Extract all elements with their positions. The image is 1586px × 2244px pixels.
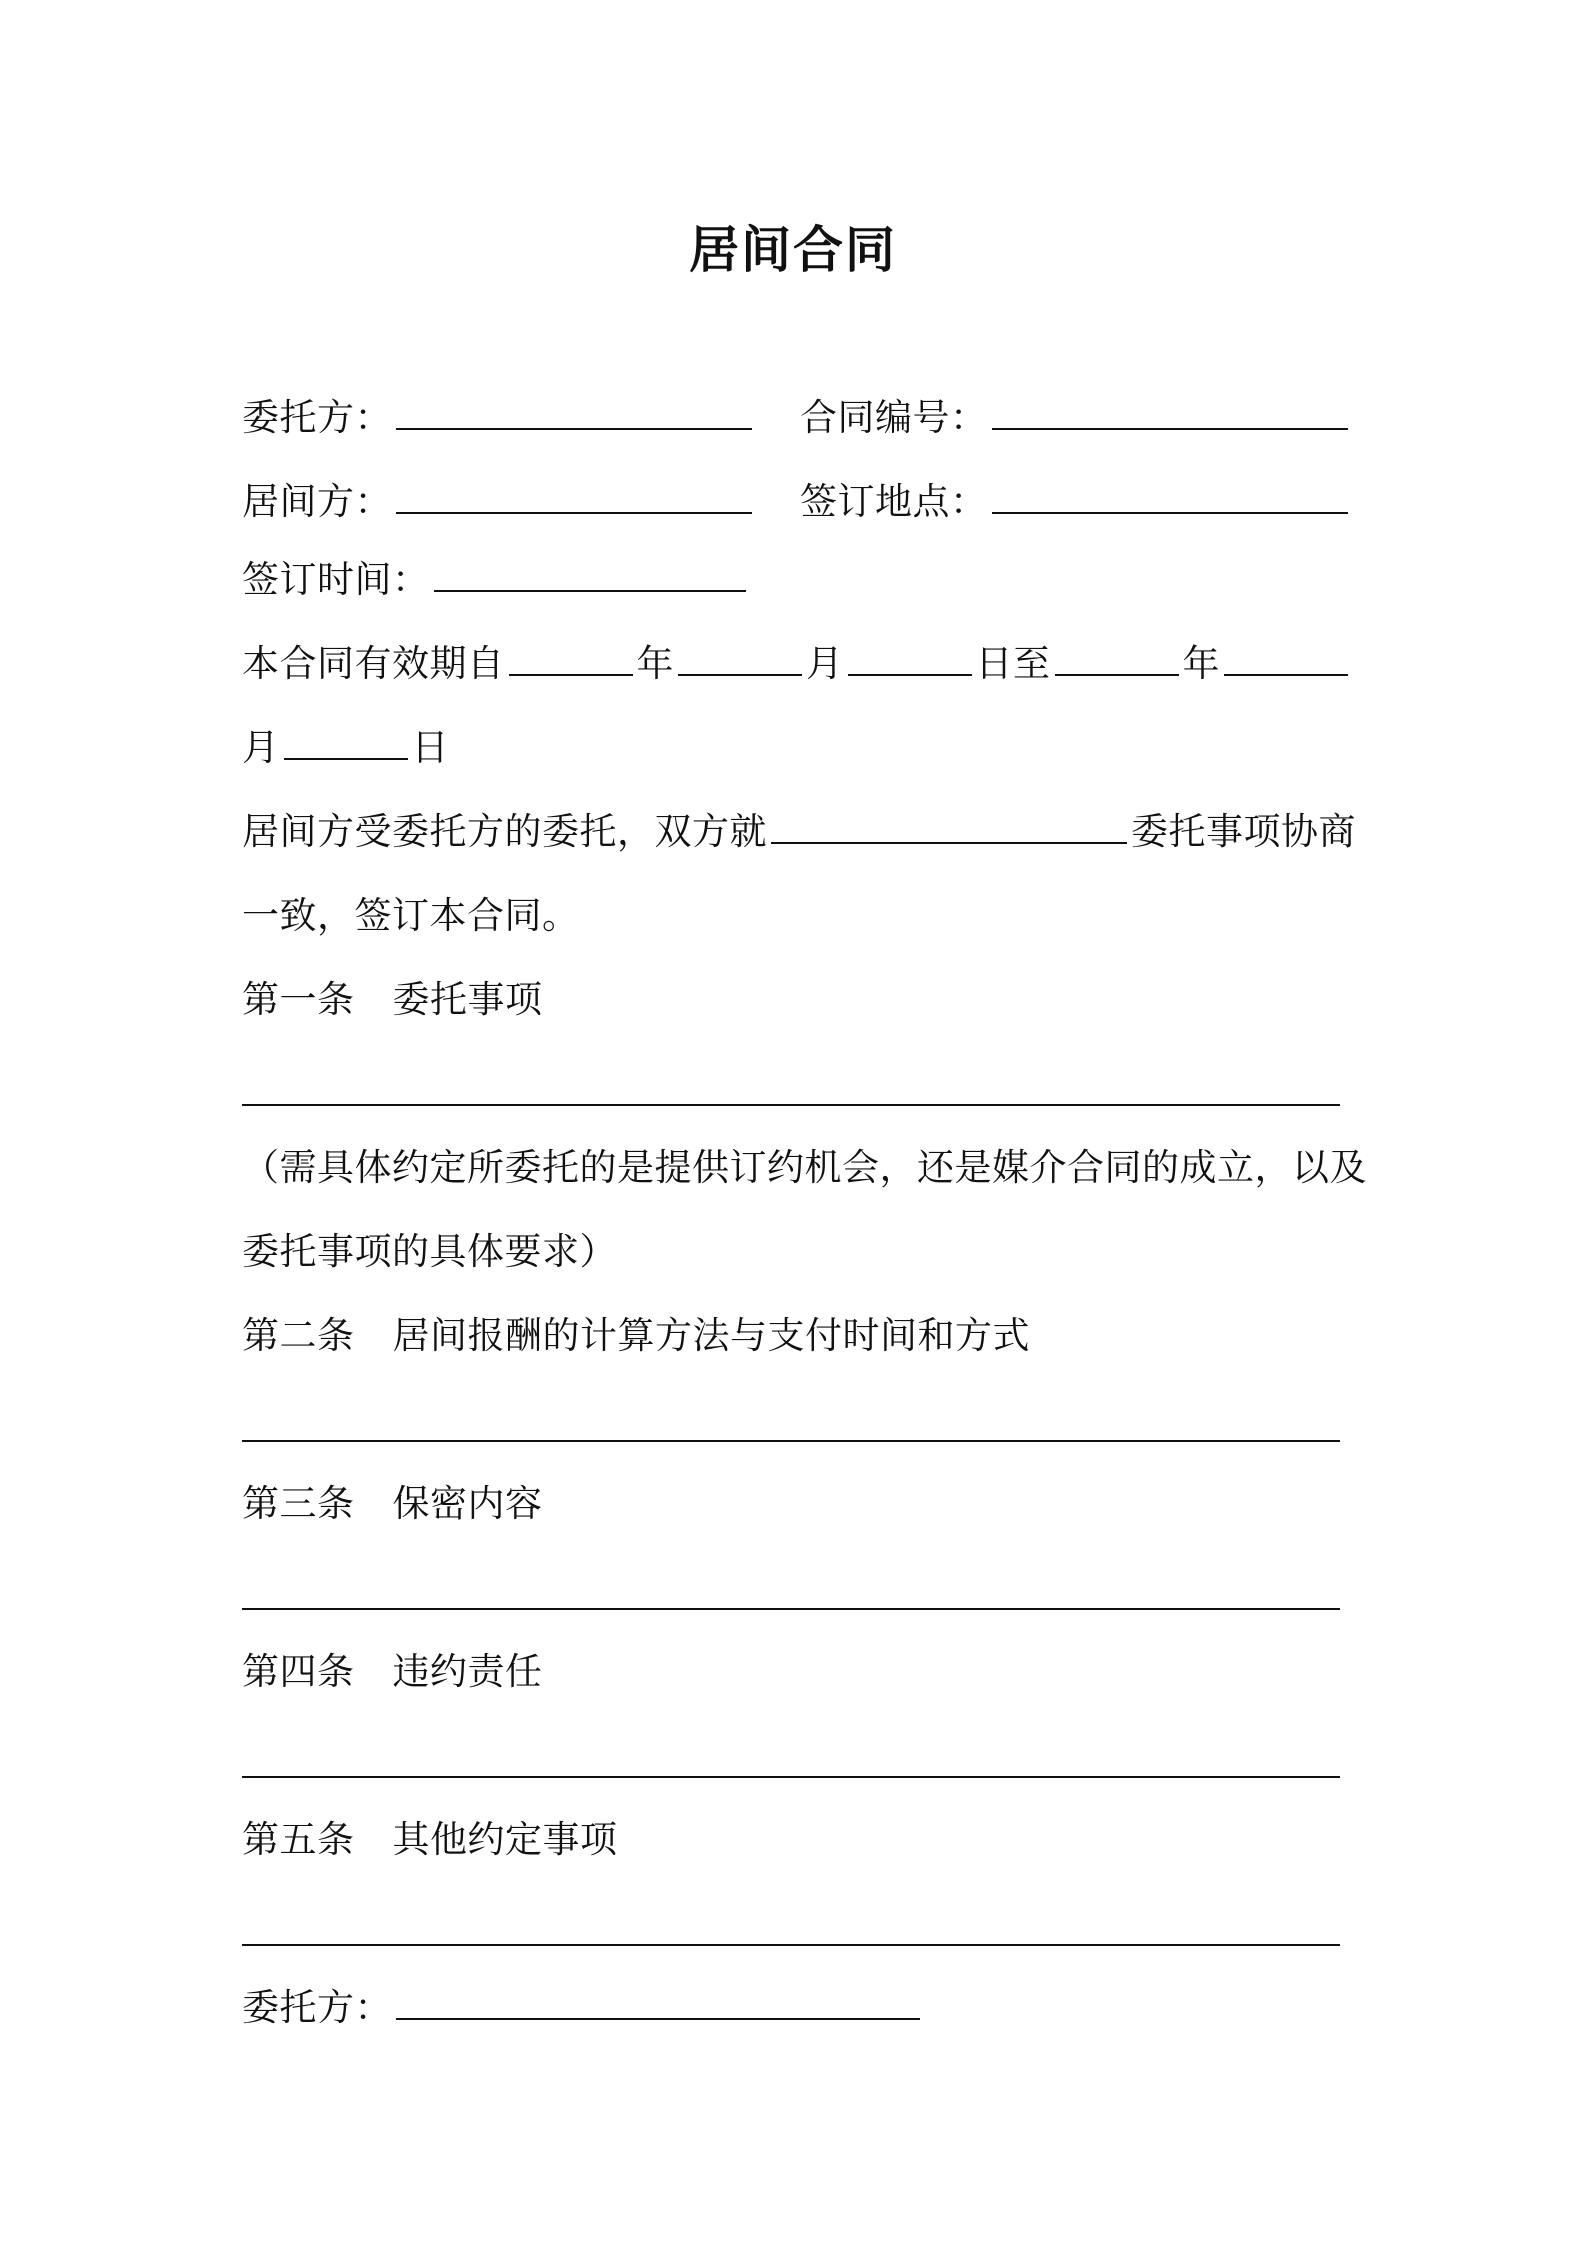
contract-number-field bbox=[800, 396, 1352, 440]
article-title: 居间报酬的计算方法与支付时间和方式 bbox=[392, 1314, 1030, 1357]
intro-part-2: 委托事项协商 bbox=[1131, 810, 1356, 853]
article-number: 第五条 bbox=[242, 1818, 355, 1861]
signing-place-blank[interactable] bbox=[992, 482, 1348, 514]
article-title: 保密内容 bbox=[392, 1482, 543, 1525]
validity-line-1 bbox=[242, 642, 1352, 686]
signature-client-label: 委托方： bbox=[242, 1986, 392, 2029]
signing-place-label: 签订地点： bbox=[800, 480, 988, 523]
intermediary-field bbox=[242, 480, 756, 524]
end-year-blank[interactable] bbox=[1055, 644, 1179, 676]
document-title: 居间合同 bbox=[689, 221, 897, 279]
article-number: 第二条 bbox=[242, 1314, 355, 1357]
end-day-blank[interactable] bbox=[284, 728, 408, 760]
intermediary-label: 居间方： bbox=[242, 480, 392, 523]
intermediary-blank[interactable] bbox=[396, 482, 752, 514]
signing-date-field bbox=[242, 558, 750, 602]
to-label: 至 bbox=[1013, 642, 1051, 685]
article-2-fill-line[interactable] bbox=[242, 1440, 1340, 1442]
month-label: 月 bbox=[806, 642, 844, 685]
article-3-fill-line[interactable] bbox=[242, 1608, 1340, 1610]
signing-date-label: 签订时间： bbox=[242, 558, 430, 601]
signature-client-field bbox=[242, 1986, 924, 2030]
signing-date-blank[interactable] bbox=[434, 560, 746, 592]
client-blank[interactable] bbox=[396, 398, 752, 430]
article-title: 违约责任 bbox=[392, 1650, 543, 1693]
article-number: 第四条 bbox=[242, 1650, 355, 1693]
article-1-heading bbox=[242, 978, 543, 1022]
article-5-fill-line[interactable] bbox=[242, 1944, 1340, 1946]
article-2-heading bbox=[242, 1314, 1030, 1358]
contract-number-label: 合同编号： bbox=[800, 396, 988, 439]
year-label: 年 bbox=[1182, 642, 1220, 685]
month-label: 月 bbox=[242, 726, 280, 769]
start-day-blank[interactable] bbox=[848, 644, 972, 676]
day-label: 日 bbox=[975, 642, 1013, 685]
article-number: 第一条 bbox=[242, 978, 355, 1021]
article-1-note-line-2: 委托事项的具体要求） bbox=[242, 1230, 617, 1273]
article-4-fill-line[interactable] bbox=[242, 1776, 1340, 1778]
client-label: 委托方： bbox=[242, 396, 392, 439]
intro-line-1 bbox=[242, 810, 1356, 854]
contract-number-blank[interactable] bbox=[992, 398, 1348, 430]
day-label: 日 bbox=[411, 726, 449, 769]
validity-prefix: 本合同有效期自 bbox=[242, 642, 505, 685]
article-title: 其他约定事项 bbox=[392, 1818, 618, 1861]
article-1-fill-line[interactable] bbox=[242, 1104, 1340, 1106]
validity-line-2 bbox=[242, 726, 449, 770]
year-label: 年 bbox=[636, 642, 674, 685]
client-field bbox=[242, 396, 756, 440]
intro-line-2: 一致，签订本合同。 bbox=[242, 894, 580, 937]
article-number: 第三条 bbox=[242, 1482, 355, 1525]
article-1-note-line-1: （需具体约定所委托的是提供订约机会，还是媒介合同的成立，以及 bbox=[242, 1146, 1367, 1189]
start-year-blank[interactable] bbox=[509, 644, 633, 676]
signature-client-blank[interactable] bbox=[396, 1988, 920, 2020]
entrusted-matter-blank[interactable] bbox=[771, 812, 1127, 844]
end-month-blank[interactable] bbox=[1224, 644, 1348, 676]
article-5-heading bbox=[242, 1818, 618, 1862]
signing-place-field bbox=[800, 480, 1352, 524]
intro-part-1: 居间方受委托方的委托，双方就 bbox=[242, 810, 767, 853]
article-3-heading bbox=[242, 1482, 543, 1526]
article-title: 委托事项 bbox=[392, 978, 543, 1021]
start-month-blank[interactable] bbox=[678, 644, 802, 676]
article-4-heading bbox=[242, 1650, 543, 1694]
